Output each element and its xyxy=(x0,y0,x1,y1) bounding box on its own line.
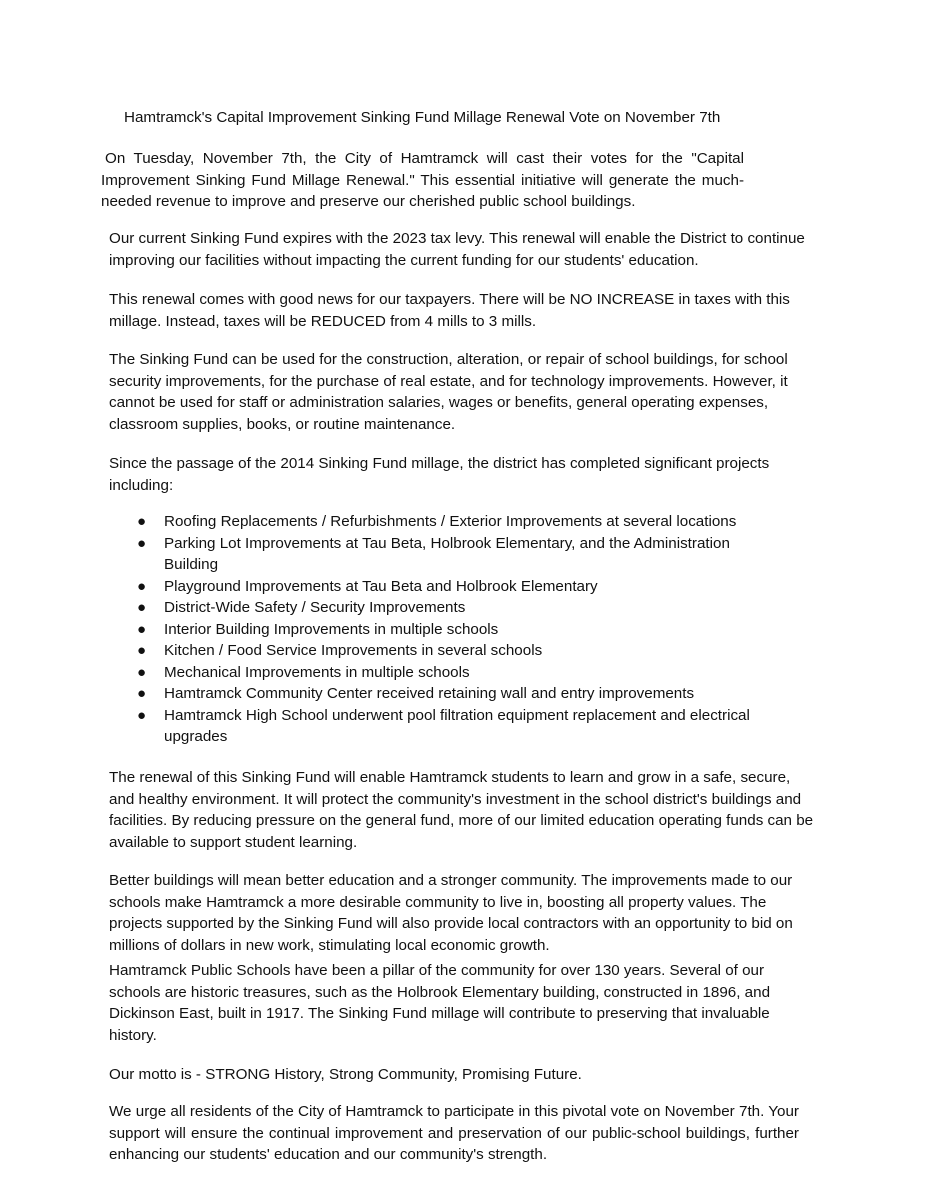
bullet-icon: ● xyxy=(137,513,147,530)
bullet-icon: ● xyxy=(137,706,147,724)
list-item: ● District-Wide Safety / Security Improvements xyxy=(109,597,811,619)
expires-paragraph: Our current Sinking Fund expires with the 2023 tax levy. This renewal will enable the District to continue improving our facilities without impacting the current funding for our students' education. xyxy=(109,230,805,269)
uses-paragraph: The Sinking Fund can be used for the construction, alteration, or repair of school buildings, for school security improvements, for the purchase of real estate, and for technology improvements. However, it cannot be used for staff or administration salaries, wages or benefits, general operating expenses, classroom supplies, books, or routine maintenance. xyxy=(109,351,788,433)
list-item: ● Hamtramck High School underwent pool filtration equipment replacement and electrical upgrades xyxy=(137,706,750,745)
list-item: ● Playground Improvements at Tau Beta and Holbrook Elementary xyxy=(109,576,811,598)
list-item: ● Kitchen / Food Service Improvements in several schools xyxy=(109,640,811,662)
bullet-icon: ● xyxy=(137,685,147,702)
list-item: ● Hamtramck Community Center received retaining wall and entry improvements xyxy=(109,683,811,705)
renewal-paragraph: The renewal of this Sinking Fund will enable Hamtramck students to learn and grow in a safe, secure, and healthy environment. It will protect the community's investment in the school district's buildings and facilities. By reducing pressure on the general fund, more of our limited education operating funds can be available to support student learning. xyxy=(109,769,814,851)
list-item: ● Interior Building Improvements in multiple schools xyxy=(109,619,811,641)
history-paragraph: Hamtramck Public Schools have been a pillar of the community for over 130 years. Several of our schools are historic treasures, such as the Holbrook Elementary building, constructed in 1896, and Dickinson East, built in 1917. The Sinking Fund millage will contribute to preserving that invaluable history. xyxy=(109,962,771,1044)
bullet-icon: ● xyxy=(137,534,147,552)
bullet-icon: ● xyxy=(137,599,147,616)
list-item: ● Mechanical Improvements in multiple schools xyxy=(109,662,811,684)
document-title: Hamtramck's Capital Improvement Sinking Fund Millage Renewal Vote on November 7th xyxy=(124,109,721,126)
bullet-icon: ● xyxy=(137,642,147,659)
projects-list xyxy=(109,511,811,748)
intro-paragraph: On Tuesday, November 7th, the City of Hamtramck will cast their votes for the "Capital Improvement Sinking Fund Millage Renewal." This essential initiative will generate the much-needed revenue to improve and preserve our cherished public school buildings. xyxy=(101,150,744,210)
taxes-paragraph: This renewal comes with good news for our taxpayers. There will be NO INCREASE in taxes with this millage. Instead, taxes will be REDUCED from 4 mills to 3 mills. xyxy=(109,291,790,330)
urge-paragraph: We urge all residents of the City of Hamtramck to participate in this pivotal vote on November 7th. Your support will ensure the continual improvement and preservation of our public-school buildings, further enhancing our students' education and our community's strength. xyxy=(109,1103,799,1163)
bullet-icon: ● xyxy=(137,663,147,681)
list-item: ● Roofing Replacements / Refurbishments / Exterior Improvements at several locations xyxy=(109,511,811,533)
motto-paragraph: Our motto is - STRONG History, Strong Community, Promising Future. xyxy=(109,1066,582,1083)
list-item: ● Parking Lot Improvements at Tau Beta, Holbrook Elementary, and the Administration Building xyxy=(137,534,730,573)
since-paragraph: Since the passage of the 2014 Sinking Fund millage, the district has completed significant projects including: xyxy=(109,455,770,494)
bullet-icon: ● xyxy=(137,577,147,595)
bullet-icon: ● xyxy=(137,620,147,638)
better-paragraph: Better buildings will mean better education and a stronger community. The improvements made to our schools make Hamtramck a more desirable community to live in, boosting all property values. The projects supported by the Sinking Fund will also provide local contractors with an opportunity to bid on millions of dollars in new work, stimulating local economic growth. xyxy=(109,872,793,954)
